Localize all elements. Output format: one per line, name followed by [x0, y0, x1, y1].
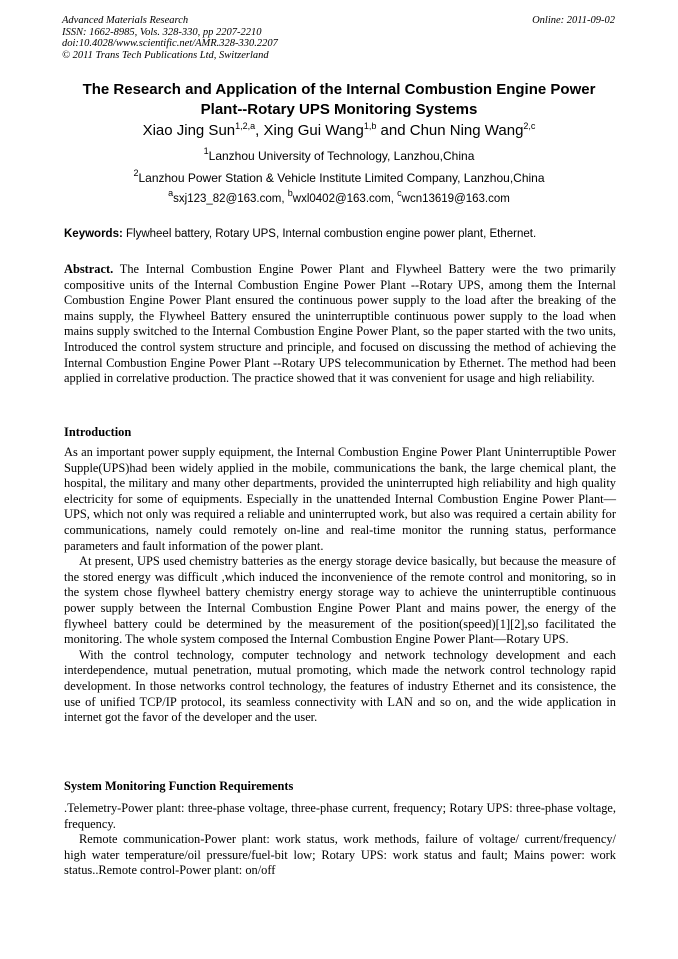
- author-separator: ,: [255, 122, 264, 139]
- paper-title: [40, 80, 638, 119]
- author-name: Xiao Jing Sun: [142, 122, 236, 139]
- affiliation-2: [40, 168, 638, 186]
- email-address: wcn13619@163.com: [401, 193, 510, 205]
- email-marker: c: [397, 188, 402, 198]
- paragraph: .Telemetry-Power plant: three-phase voltage, three-phase current, frequency; Rotary UPS: three-phase voltage, frequency.: [64, 801, 616, 831]
- abstract-text: The Internal Combustion Engine Power Plant and Flywheel Battery were the two primarily compositive units of the Internal Combustion Engine Power Plant --Rotary UPS, among them the Internal Combustion Engine Power Plant ensured the continuous power supply to the load after the breaking of the mains supply, the Flywheel Battery ensured the uninterruptible continuous power supply to the load when mains supply switched to the Internal Combustion Engine Power Plant, so the paper started with the two units, Introduced the control system structure and principle, and focused on discussing the method of achieving the Internal Combustion Engine Power Plant --Rotary UPS telecommunication by Ethernet. The method had been applied in correlative production. The practice showed that it was convenient for usage and high reliability.: [64, 262, 616, 386]
- affiliation-text: Lanzhou University of Technology, Lanzhou,China: [208, 149, 475, 163]
- email-marker: b: [287, 188, 293, 198]
- keywords-label: Keywords:: [64, 228, 123, 240]
- author-affiliation-marker: 1,2,a: [235, 121, 256, 131]
- paragraph: With the control technology, computer technology and network technology development and each interdependence, mutual penetration, mutual promoting, which made the network control technology rapid development. In those networks control technology, the features of industry Ethernet and its consistence, the use of unified TCP/IP protocol, its seamless connectivity with LAN and so on, and the wide application in internet got the favor of the developer and the user.: [64, 647, 616, 725]
- keywords-text: Flywheel battery, Rotary UPS, Internal combustion engine power plant, Ethernet.: [122, 228, 537, 240]
- author-list: [40, 122, 638, 140]
- author-separator: and: [376, 122, 410, 139]
- title-line-1: The Research and Application of the Internal Combustion Engine Power: [82, 81, 596, 98]
- email-marker: a: [168, 188, 174, 198]
- running-header: [62, 15, 615, 61]
- section-heading-system-monitoring: System Monitoring Function Requirements: [64, 779, 294, 793]
- paragraph: Remote communication-Power plant: work status, work methods, failure of voltage/ current/frequency/ high water temperature/oil pressure/fuel-bit low; Rotary UPS: work status and fault; Mains power: work status..Remote control-Power plant: on/off: [64, 832, 616, 878]
- journal-name: Advanced Materials Research: [62, 15, 189, 26]
- copyright-line: © 2011 Trans Tech Publications Ltd, Switzerland: [62, 49, 269, 61]
- section-heading-introduction: Introduction: [64, 425, 132, 439]
- email-address: sxj123_82@163.com,: [173, 193, 288, 205]
- issn-line: ISSN: 1662-8985, Vols. 328-330, pp 2207-2210: [62, 26, 262, 38]
- author-affiliation-marker: 1,b: [363, 121, 377, 131]
- affiliation-text: Lanzhou Power Station & Vehicle Institute Limited Company, Lanzhou,China: [138, 171, 545, 185]
- affiliation-1: [40, 146, 638, 164]
- online-date: Online: 2011-09-02: [532, 15, 615, 26]
- abstract-label: Abstract.: [64, 262, 114, 276]
- title-line-2: Plant--Rotary UPS Monitoring Systems: [200, 100, 478, 118]
- abstract: [64, 262, 616, 387]
- author-name: Chun Ning Wang: [409, 122, 524, 139]
- abstract-paragraph: [64, 262, 616, 387]
- affiliation-marker: 1: [203, 146, 209, 156]
- system-monitoring-body: [64, 801, 616, 879]
- author-name: Xing Gui Wang: [263, 122, 364, 139]
- email-address: wxl0402@163.com,: [292, 193, 398, 205]
- doi-line: doi:10.4028/www.scientific.net/AMR.328-330.2207: [62, 38, 278, 50]
- paragraph: As an important power supply equipment, the Internal Combustion Engine Power Plant Uninterruptible Power Supple(UPS)had been widely applied in the mobile, communications the bank, the large chemical plant, the hospital, the military and many other departments, provided the uninterrupted high reliability and high quality electricity for some of equipments. Especially in the unattended Internal Combustion Engine Power Plant—UPS, which not only was required a reliable and uninterrupted work, but also was required a certain ability for communications, namely could remotely on-line and real-time monitor the running status, performance parameters and fault information of the power plant.: [64, 445, 616, 553]
- introduction-body: [64, 445, 616, 726]
- keywords: [64, 227, 616, 242]
- paragraph: At present, UPS used chemistry batteries as the energy storage device basically, but because the measure of the stored energy was difficult ,which induced the inconvenience of the remote control and monitoring, so in the system chose flywheel battery chemistry energy storage way to achieve the uninterruptible continuous power supply between the Internal Combustion Engine Power Plant and mains power, the energy of the flywheel battery could be determined by the measurement of the position(speed)[1][2],so facilitated the monitoring. The whole system composed the Internal Combustion Engine Power Plant—Rotary UPS.: [64, 554, 616, 647]
- author-emails: [40, 188, 638, 207]
- author-affiliation-marker: 2,c: [523, 121, 536, 131]
- affiliation-marker: 2: [133, 168, 139, 178]
